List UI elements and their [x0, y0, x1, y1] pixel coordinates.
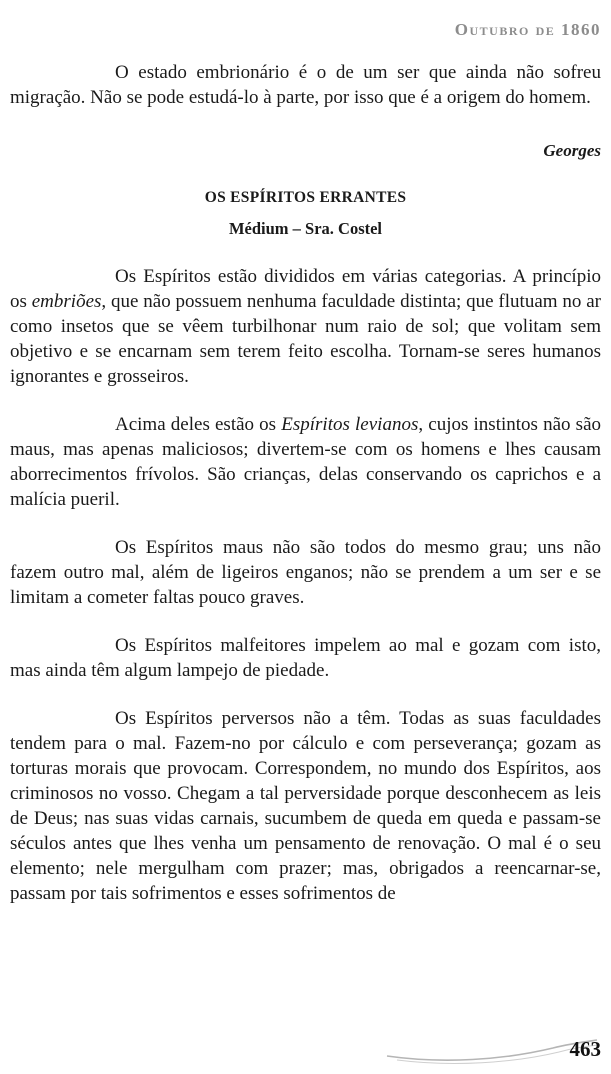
signature: Georges — [543, 141, 601, 160]
section-subtitle: Médium – Sra. Costel — [228, 219, 383, 238]
page-footer — [383, 1034, 603, 1068]
paragraph-text: , cujos instintos não são maus, mas apenas maliciosos; divertem-se com os homens e lhes causam aborrecimentos frívolos. São crianças, delas conservando os caprichos e a malícia pueril. — [10, 414, 601, 510]
paragraph-text: Acima deles estão os — [115, 414, 282, 435]
page-content — [10, 60, 601, 906]
paragraph-malfeitores: Os Espíritos malfeitores impelem ao mal e gozam com isto, mas ainda têm algum lampejo de piedade. — [10, 635, 601, 681]
paragraph-levianos — [10, 412, 601, 512]
running-header: Outubro de 1860 — [454, 20, 601, 39]
paragraph-text: , que não possuem nenhuma faculdade distinta; que flutuam no ar como insetos que se vêem turbilhonar num raio de sol; que volitam sem objetivo e se encarnam sem terem feito escolha. Tornam-se seres humanos ignorantes e grosseiros. — [10, 291, 601, 387]
paragraph-categories — [10, 264, 601, 389]
paragraph-embryonic-state: O estado embrionário é o de um ser que ainda não sofreu migração. Não se pode estudá-lo à parte, por isso que é a origem do homem. — [10, 62, 601, 108]
emphasis-espiritos-levianos: Espíritos levianos — [281, 414, 419, 435]
paragraph-maus: Os Espíritos maus não são todos do mesmo grau; uns não fazem outro mal, além de ligeiros enganos; não se prendem a um ser e se limitam a cometer faltas pouco graves. — [10, 537, 601, 608]
paragraph-perversos: Os Espíritos perversos não a têm. Todas as suas faculdades tendem para o mal. Fazem-no por cálculo e com perseverança; gozam as torturas morais que provocam. Correspondem, no mundo dos Espíritos, aos criminosos no vosso. Chegam a tal perversidade porque desconhecem as leis de Deus; nas suas vidas carnais, sucumbem de queda em queda e passam-se séculos antes que lhes venha um pensamento de renovação. O mal é o seu elemento; nele mergulham com prazer; mas, obrigados a reencarnar-se, passam por tais sofrimentos e esses sofrimentos de — [10, 708, 601, 904]
emphasis-embrioes: embriões — [31, 291, 102, 312]
page-number: 463 — [569, 1037, 601, 1061]
section-title: OS ESPÍRITOS ERRANTES — [204, 189, 407, 206]
paragraph-text: Os Espíritos estão divididos em várias categorias. A princípio os — [10, 266, 601, 312]
